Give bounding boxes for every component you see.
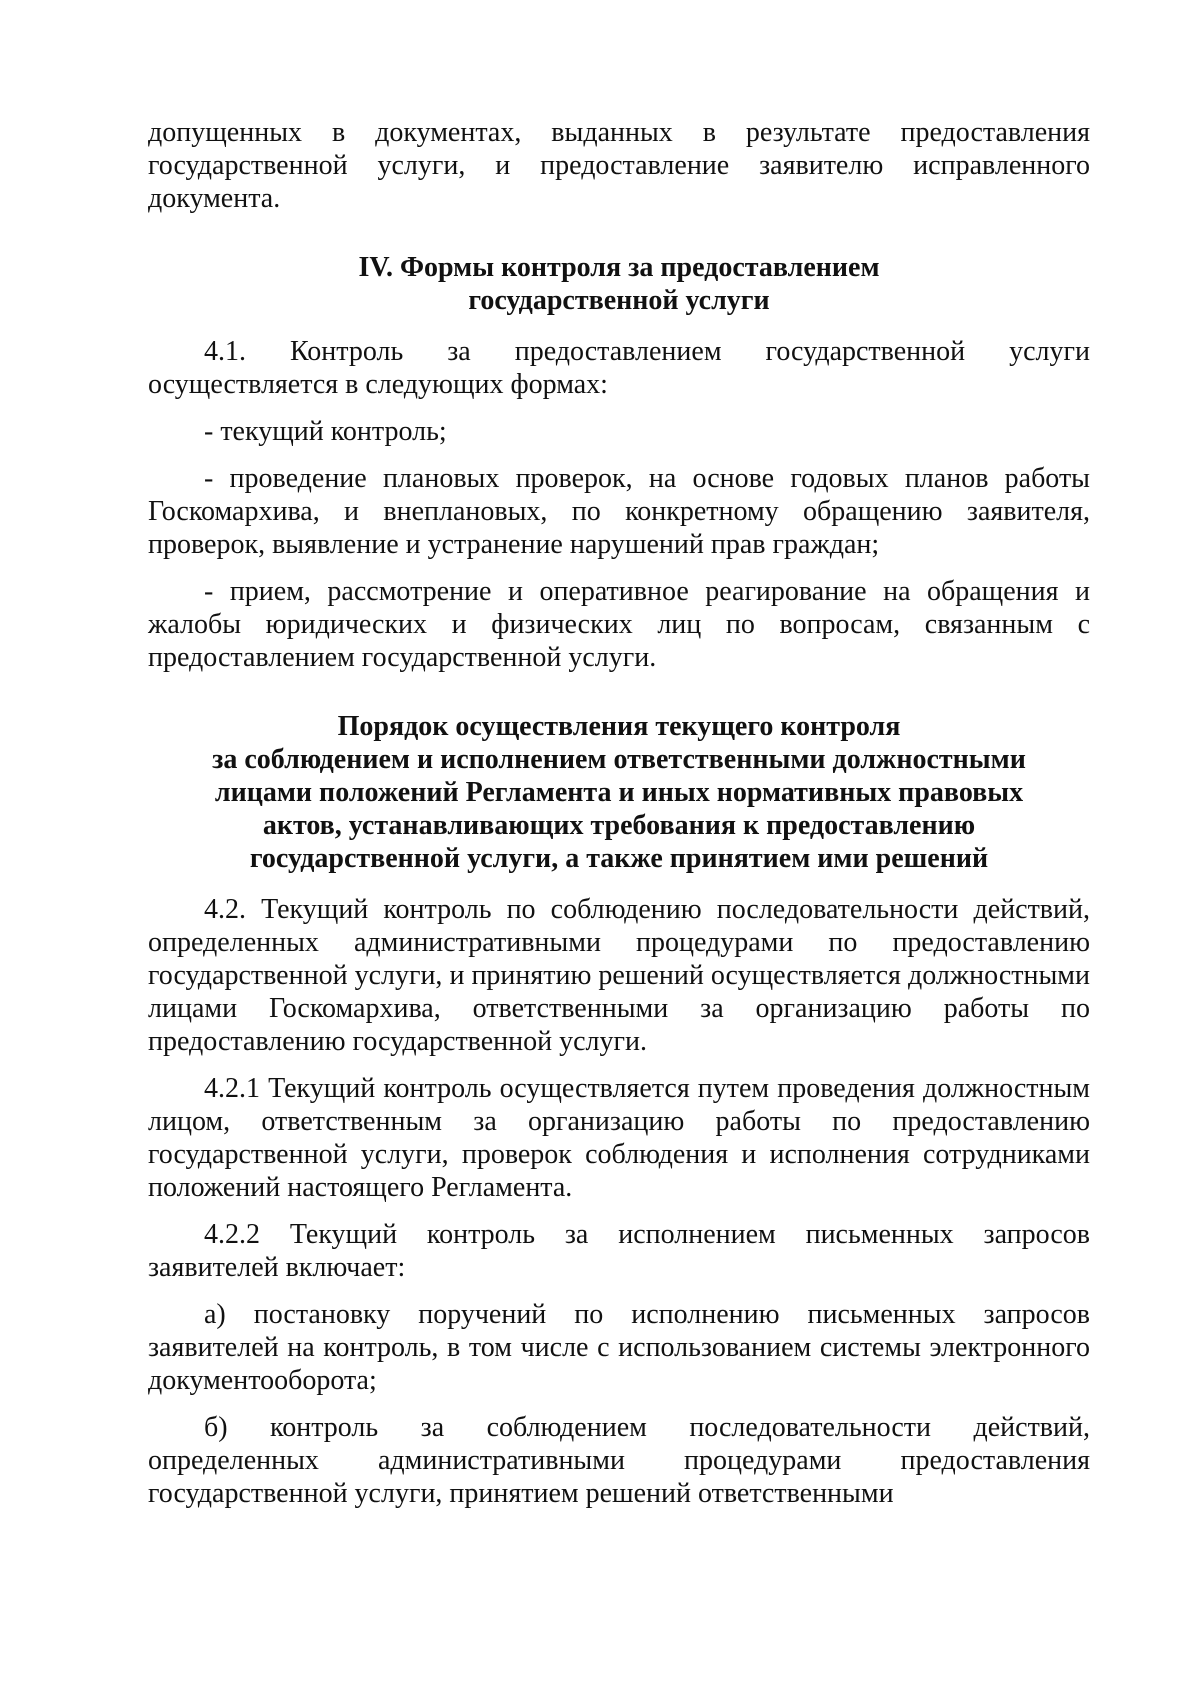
list-item-complaints: - прием, рассмотрение и оперативное реагирование на обращения и жалобы юридических и физических лиц по вопросам, связанным с предоставлением государственной услуги. xyxy=(148,576,1090,673)
spacer xyxy=(148,215,1090,251)
list-item-inspections: - проведение плановых проверок, на основе годовых планов работы Госкомархива, и внеплановых, по конкретному обращению заявителя, проверок, выявление и устранение нарушений прав граждан; xyxy=(148,463,1090,560)
subsection-title-line: Порядок осуществления текущего контроля xyxy=(337,711,901,742)
spacer xyxy=(148,1058,1090,1072)
subsection-title-line: государственной услуги, а также принятием ими решений xyxy=(249,843,989,874)
spacer xyxy=(148,401,1090,415)
paragraph-4-2: 4.2. Текущий контроль по соблюдению последовательности действий, определенных административными процедурами по предоставлению государственной услуги, и принятию решений осуществляется должностными лицами Госкомархива, ответственными за организацию работы по предоставлению государственной услуги. xyxy=(148,894,1090,1057)
spacer xyxy=(148,875,1090,893)
paragraph-4-1: 4.1. Контроль за предоставлением государственной услуги осуществляется в следующих формах: xyxy=(148,336,1090,400)
list-item-b: б) контроль за соблюдением последовательности действий, определенных административными процедурами предоставления государственной услуги, принятием решений ответственными xyxy=(148,1412,1090,1509)
subsection-title-line: за соблюдением и исполнением ответственными должностными xyxy=(212,744,1026,775)
spacer xyxy=(148,317,1090,335)
list-item-current-control: - текущий контроль; xyxy=(204,416,447,447)
document-page xyxy=(148,116,1090,1510)
continuation-paragraph: допущенных в документах, выданных в результате предоставления государственной услуги, и предоставление заявителю исправленного документа. xyxy=(148,117,1090,214)
paragraph-4-2-2: 4.2.2 Текущий контроль за исполнением письменных запросов заявителей включает: xyxy=(148,1219,1090,1283)
spacer xyxy=(148,1204,1090,1218)
list-item-a: а) постановку поручений по исполнению письменных запросов заявителей на контроль, в том числе с использованием системы электронного документооборота; xyxy=(148,1299,1090,1396)
spacer xyxy=(148,674,1090,710)
subsection-title xyxy=(148,710,1090,875)
section-4-title-line: IV. Формы контроля за предоставлением xyxy=(358,252,880,283)
subsection-title-line: лицами положений Регламента и иных нормативных правовых xyxy=(214,777,1024,808)
paragraph-4-2-1: 4.2.1 Текущий контроль осуществляется путем проведения должностным лицом, ответственным за организацию работы по предоставлению государственной услуги, проверок соблюдения и исполнения сотрудниками положений настоящего Регламента. xyxy=(148,1073,1090,1203)
spacer xyxy=(148,448,1090,462)
section-4-title-line: государственной услуги xyxy=(468,285,770,316)
spacer xyxy=(148,1284,1090,1298)
spacer xyxy=(148,1397,1090,1411)
subsection-title-line: актов, устанавливающих требования к предоставлению xyxy=(262,810,976,841)
section-4-title xyxy=(148,251,1090,317)
spacer xyxy=(148,561,1090,575)
